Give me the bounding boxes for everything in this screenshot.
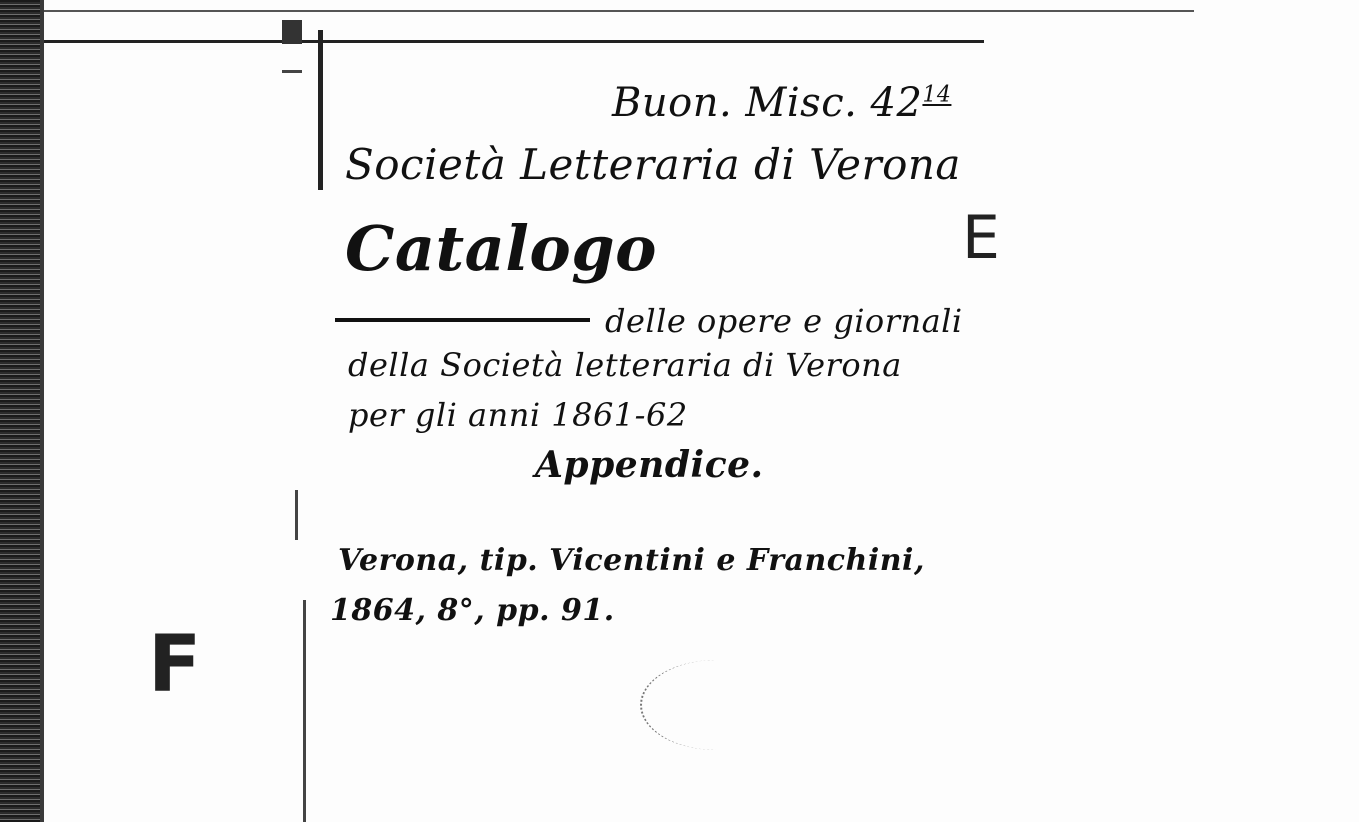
- imprint-line-2: 1864, 8°, pp. 91.: [330, 593, 615, 628]
- shelfmark-superscript: 14: [922, 82, 952, 108]
- filing-mark-left: F: [148, 620, 202, 710]
- filing-mark-right: E: [962, 203, 998, 273]
- binding-shadow: [40, 0, 44, 822]
- card-left-border-lower: [303, 600, 306, 822]
- description-line-2: della Società letteraria di Verona: [348, 346, 902, 384]
- paper-stain: [640, 660, 792, 750]
- card-top-border-upper: [44, 10, 1194, 12]
- society-name: Società Letteraria di Verona: [345, 140, 961, 189]
- description-line-4: Appendice.: [535, 444, 764, 486]
- card-top-border: [44, 40, 984, 43]
- shelfmark: [612, 80, 951, 126]
- catalog-title: Catalogo: [345, 212, 657, 285]
- shelfmark-text: Buon. Misc. 42: [612, 80, 923, 126]
- card-left-tick: [295, 490, 298, 540]
- card-top-tick: [282, 70, 302, 73]
- card-corner-tick: [282, 20, 302, 44]
- imprint-line-1: Verona, tip. Vicentini e Franchini,: [338, 543, 925, 578]
- card-left-border: [318, 30, 323, 190]
- title-rule: [335, 318, 590, 322]
- binding-edge: [0, 0, 40, 822]
- description-line-1: delle opere e giornali: [605, 302, 963, 340]
- description-line-3: per gli anni 1861-62: [348, 396, 688, 434]
